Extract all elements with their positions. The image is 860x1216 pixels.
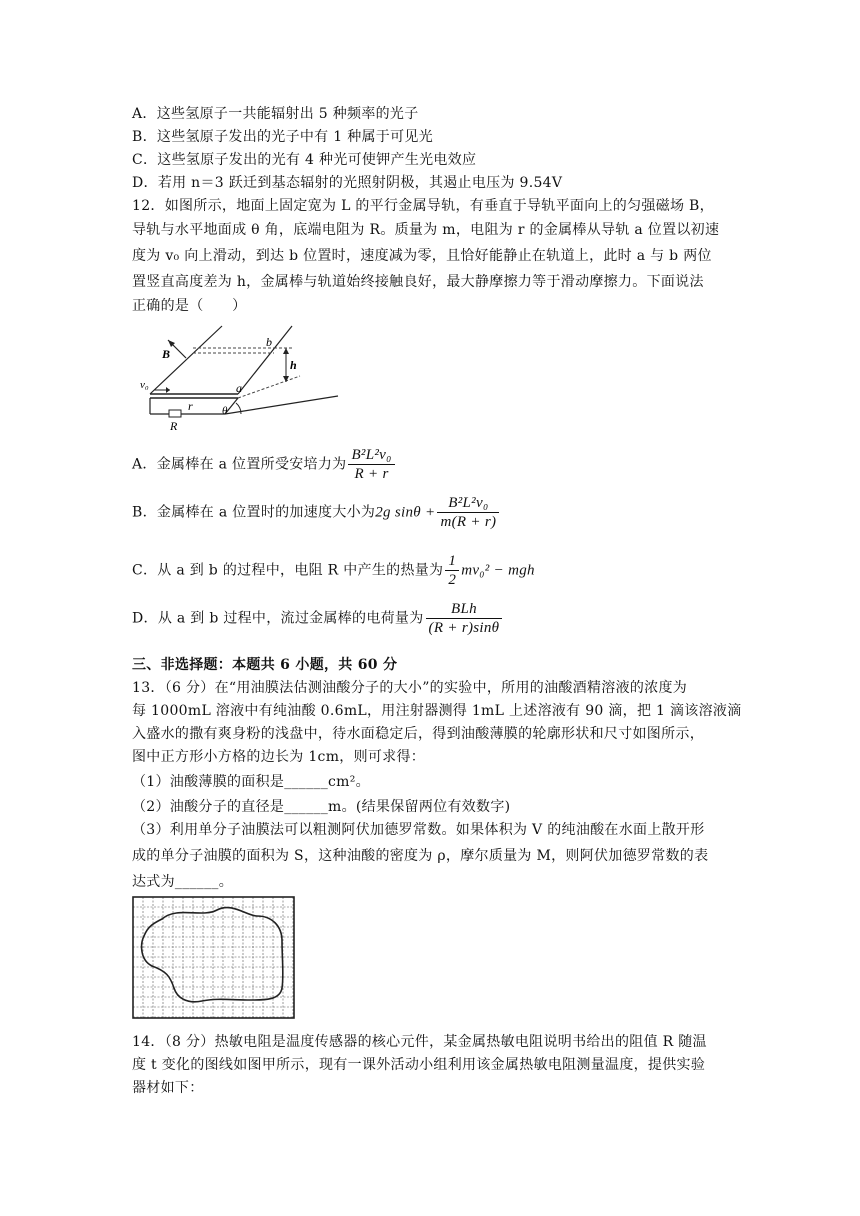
q12-option-d-fraction — [426, 600, 503, 637]
q12-option-c-text: C．从 a 到 b 的过程中，电阻 R 中产生的热量为 — [132, 562, 444, 579]
q14-stem-line1: 14．（8 分）热敏电阻是温度传感器的核心元件，某金属热敏电阻说明书给出的阻值 R 随温 — [132, 1034, 707, 1050]
fraction-numerator: B²L²v₀ — [348, 446, 394, 465]
q11-option-c: C．这些氢原子发出的光有 4 种光可使钾产生光电效应 — [132, 152, 477, 168]
q13-stem-line2: 每 1000mL 溶液中有纯油酸 0.6mL，用注射器测得 1mL 上述溶液有 90 滴，把 1 滴该溶液滴 — [132, 703, 742, 719]
q13-stem-line4: 图中正方形小方格的边长为 1cm，则可求得： — [132, 749, 426, 765]
fraction-numerator: B²L²v₀ — [437, 494, 499, 513]
q13-part3-line2: 成的单分子油膜的面积为 S，这种油酸的密度为 ρ，摩尔质量为 M，则阿伏加德罗常数的表 — [132, 848, 709, 864]
section-title: 三、非选择题：本题共 6 小题，共 60 分 — [132, 657, 398, 673]
q14-stem-line3: 器材如下： — [132, 1080, 204, 1096]
fig-label-a: a — [236, 381, 242, 395]
fig-label-b: b — [266, 335, 272, 349]
q11-option-d: D．若用 n＝3 跃迁到基态辐射的光照射阴极，其遏止电压为 9.54V — [132, 175, 563, 191]
q12-stem-line1: 12．如图所示，地面上固定宽为 L 的平行金属导轨，有垂直于导轨平面向上的匀强磁场 B， — [132, 198, 714, 214]
q13-part3-line1: （3）利用单分子油膜法可以粗测阿伏加德罗常数。如果体积为 V 的纯油酸在水面上散开形 — [132, 822, 705, 838]
q13-part2: （2）油酸分子的直径是______m。(结果保留两位有效数字) — [132, 799, 511, 815]
fraction-denominator: m(R + r) — [440, 514, 497, 530]
q12-stem-line3: 度为 v₀ 向上滑动，到达 b 位置时，速度减为零，且恰好能静止在轨道上，此时 a 与 b 两位 — [132, 248, 712, 264]
q12-option-a-fraction — [348, 446, 394, 483]
q12-option-c — [132, 552, 535, 589]
q12-option-d — [132, 600, 504, 637]
fraction-numerator: 1 — [445, 552, 459, 571]
fig-label-theta: θ — [222, 405, 228, 417]
q12-option-b-fraction — [437, 494, 499, 531]
q14-stem-line2: 度 t 变化的图线如图甲所示，现有一课外活动小组利用该金属热敏电阻测量温度，提供实验 — [132, 1057, 706, 1073]
q13-part3-line3: 达式为______。 — [132, 874, 233, 890]
fraction-numerator: BLh — [426, 600, 503, 619]
fig-label-R: R — [170, 419, 178, 433]
q13-part1: （1）油酸薄膜的面积是______cm²。 — [132, 774, 370, 790]
rail-diagram — [140, 318, 340, 436]
q12-stem-line4: 置竖直高度差为 h，金属棒与轨道始终接触良好，最大静摩擦力等于滑动摩擦力。下面说法 — [132, 274, 704, 290]
fig-label-h: h — [290, 358, 297, 372]
q13-stem-line3: 入盛水的撒有爽身粉的浅盘中，待水面稳定后，得到油酸薄膜的轮廓形状和尺寸如图所示， — [132, 726, 704, 742]
q12-option-b — [132, 494, 501, 531]
fraction-denominator: 2 — [448, 572, 457, 588]
q12-option-b-expression: 2g sinθ + — [375, 504, 436, 521]
q12-option-a-text: A．金属棒在 a 位置所受安培力为 — [132, 456, 347, 473]
fraction-denominator: R + r — [354, 466, 389, 482]
q13-stem-line1: 13．（6 分）在“用油膜法估测油酸分子的大小”的实验中，所用的油酸酒精溶液的浓度为 — [132, 680, 688, 696]
fig-label-B: B — [162, 347, 171, 361]
q11-option-a: A．这些氢原子一共能辐射出 5 种频率的光子 — [132, 106, 419, 122]
q11-option-b: B．这些氢原子发出的光子中有 1 种属于可见光 — [132, 129, 433, 145]
q12-stem-line5: 正确的是（ ） — [132, 298, 247, 314]
q12-option-d-text: D．从 a 到 b 过程中，流过金属棒的电荷量为 — [132, 610, 424, 627]
oil-film-grid-figure — [132, 896, 296, 1020]
q12-option-c-expression: mv₀² − mgh — [461, 562, 535, 579]
fig-label-r: r — [188, 399, 193, 413]
q12-option-a — [132, 446, 397, 483]
q12-option-c-fraction — [445, 552, 459, 589]
q12-stem-line2: 导轨与水平地面成 θ 角，底端电阻为 R。质量为 m，电阻为 r 的金属棒从导轨 a 位置以初速 — [132, 222, 720, 238]
fraction-denominator: (R + r)sinθ — [428, 620, 500, 636]
fig-label-v0: v₀ — [140, 379, 149, 391]
q12-option-b-text: B．金属棒在 a 位置时的加速度大小为 — [132, 504, 376, 521]
